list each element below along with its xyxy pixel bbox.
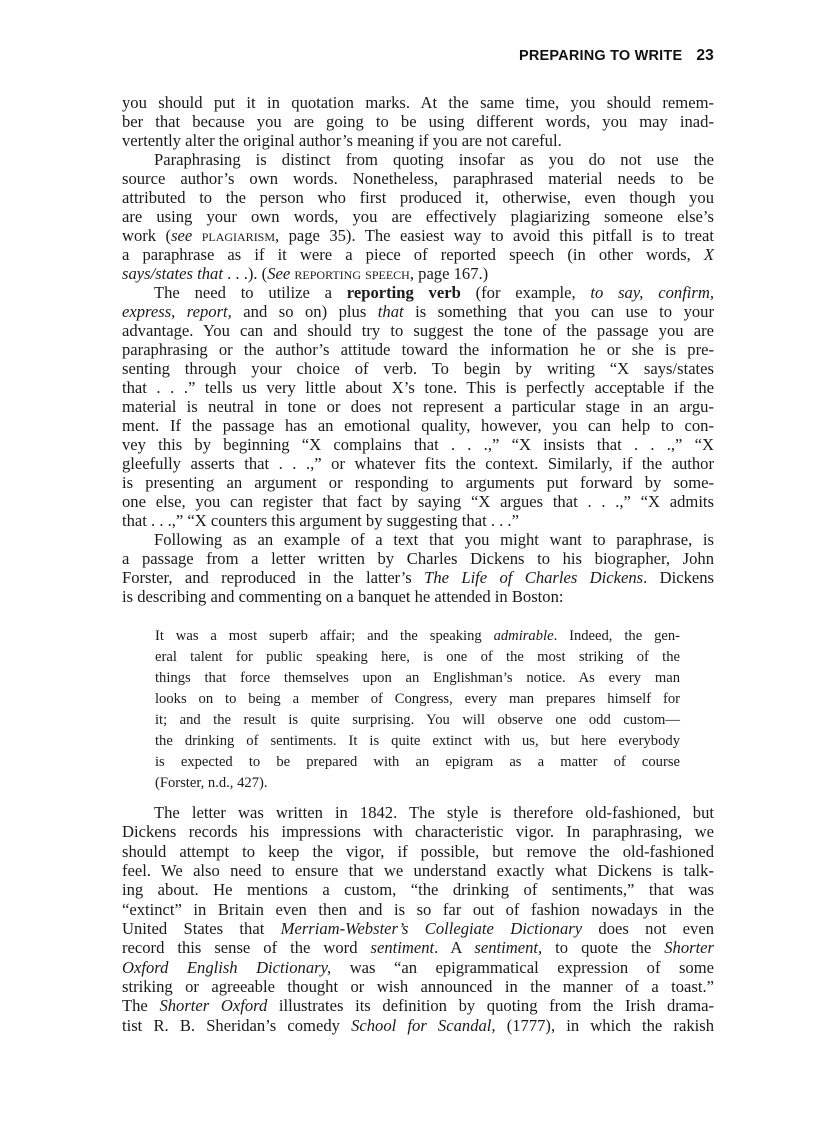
text-line: striking or agreeable thought or wish announced in the manner of a toast.” bbox=[122, 977, 714, 997]
text-line: The Shorter Oxford illustrates its definition by quoting from the Irish drama- bbox=[122, 996, 714, 1016]
text-line: “extinct” in Britain even then and is so far out of fashion nowadays in the bbox=[122, 899, 714, 919]
italic-text: admirable bbox=[493, 628, 554, 644]
text-line: vertently alter the original author’s meaning if you are not careful. bbox=[122, 131, 562, 150]
text-line: The need to utilize a reporting verb (for example, to say, confirm, bbox=[154, 283, 715, 302]
text-line: ing about. He mentions a custom, “the drinking of sentiments,” that was bbox=[122, 880, 714, 900]
text-line: eral talent for public speaking here, is one of the most striking of the bbox=[155, 649, 680, 665]
paragraph bbox=[122, 93, 714, 150]
italic-text: Merriam-Webster’s Collegiate Dictionary bbox=[280, 919, 583, 939]
text-line: feel. We also need to ensure that we understand exactly what Dickens is talk- bbox=[122, 861, 714, 881]
text-line: a paraphrase as if it were a piece of reported speech (in other words, X bbox=[122, 245, 714, 264]
text-line: should attempt to keep the vigor, if possible, but remove the old-fashioned bbox=[122, 841, 714, 861]
text-line: things that force themselves upon an Englishman’s notice. As every man bbox=[155, 670, 680, 686]
italic-text: says/states that bbox=[122, 264, 223, 283]
text-line: vey this by beginning “X complains that . . .,” “X insists that . . .,” “X bbox=[122, 435, 714, 454]
paragraph bbox=[122, 803, 714, 1035]
text-line: (Forster, n.d., 427). bbox=[155, 775, 268, 791]
text-line: work (see plagiarism, page 35). The easiest way to avoid this pitfall is to treat bbox=[122, 226, 714, 245]
running-title: PREPARING TO WRITE bbox=[518, 48, 683, 64]
italic-text: to say, confirm, bbox=[590, 283, 715, 302]
text-line: the drinking of sentiments. It is quite extinct with us, but here everybody bbox=[155, 733, 680, 749]
text-line: you should put it in quotation marks. At the same time, you should remem- bbox=[122, 93, 714, 112]
text-line: Paraphrasing is distinct from quoting insofar as you do not use the bbox=[154, 150, 714, 169]
running-header bbox=[519, 47, 714, 65]
text-line: material is neutral in tone or does not represent a particular stage in an argu- bbox=[122, 397, 714, 416]
italic-text: see bbox=[171, 226, 193, 245]
italic-text: The Life of Charles Dickens bbox=[424, 568, 644, 587]
text-line: it; and the result is quite surprising. You will observe one odd custom— bbox=[155, 712, 680, 728]
text-line: Forster, and reproduced in the latter’s The Life of Charles Dickens. Dickens bbox=[122, 568, 714, 587]
cross-reference: reporting speech bbox=[294, 264, 410, 283]
text-line: record this sense of the word sentiment. A sentiment, to quote the Shorter bbox=[122, 938, 714, 958]
text-line: express, report, and so on) plus that is something that you can use to your bbox=[122, 302, 714, 321]
text-line: says/states that . . .). (See reporting speech, page 167.) bbox=[122, 264, 489, 283]
text-line: It was a most superb affair; and the speaking admirable. Indeed, the gen- bbox=[155, 628, 680, 644]
text-line: paraphrasing or the author’s attitude toward the information he or she is pre- bbox=[122, 340, 714, 359]
text-line: looks on to being a member of Congress, every man prepares himself for bbox=[155, 691, 680, 707]
cross-reference: plagiarism bbox=[201, 226, 276, 245]
italic-text: X bbox=[703, 245, 714, 264]
body-text-top bbox=[122, 93, 714, 606]
text-line: is expected to be prepared with an epigram as a matter of course bbox=[155, 754, 680, 770]
text-line: that . . .,” “X counters this argument by suggesting that . . .” bbox=[122, 511, 519, 530]
text-line: source author’s own words. Nonetheless, paraphrased material needs to be bbox=[122, 169, 714, 188]
text-line: that . . .” tells us very little about X’s tone. This is perfectly acceptable if the bbox=[122, 378, 714, 397]
text-line: senting through your choice of verb. To begin by writing “X says/states bbox=[122, 359, 714, 378]
text-line: ber that because you are going to be using different words, you may inad- bbox=[122, 112, 714, 131]
text-line: ment. If the passage has an emotional quality, however, you can help to con- bbox=[122, 416, 714, 435]
text-line: The letter was written in 1842. The style is therefore old-fashioned, but bbox=[154, 803, 714, 822]
italic-text: Shorter bbox=[664, 938, 714, 958]
text-line: advantage. You can and should try to suggest the tone of the passage you are bbox=[122, 321, 714, 340]
text-line: is describing and commenting on a banquet he attended in Boston: bbox=[122, 587, 564, 606]
paragraph bbox=[122, 150, 714, 283]
italic-text: See bbox=[267, 264, 291, 283]
text-line: gleefully asserts that . . .,” or whatever fits the context. Similarly, if the author bbox=[122, 454, 714, 473]
text-line: one else, you can register that fact by saying “X argues that . . .,” “X admits bbox=[122, 492, 714, 511]
italic-text: Shorter Oxford bbox=[159, 996, 268, 1016]
text-line: is presenting an argument or responding to arguments put forward by some- bbox=[122, 473, 714, 492]
block-quote bbox=[155, 626, 680, 794]
text-line: are using your own words, you are effectively plagiarizing someone else’s bbox=[122, 207, 714, 226]
text-line: a passage from a letter written by Charles Dickens to his biographer, John bbox=[122, 549, 714, 568]
text-line: Following as an example of a text that you might want to paraphrase, is bbox=[154, 530, 714, 549]
text-line: Oxford English Dictionary, was “an epigrammatical expression of some bbox=[122, 957, 714, 977]
italic-text: School for Scandal, bbox=[351, 1015, 496, 1035]
paragraph bbox=[122, 283, 714, 530]
text-line: attributed to the person who first produced it, otherwise, even though you bbox=[122, 188, 714, 207]
text-line: United States that Merriam-Webster’s Collegiate Dictionary does not even bbox=[122, 919, 714, 939]
italic-text: sentiment bbox=[370, 938, 435, 958]
italic-text: Oxford English Dictionary, bbox=[122, 957, 332, 977]
bold-term: reporting verb bbox=[346, 283, 461, 302]
paragraph bbox=[155, 626, 680, 794]
text-line: tist R. B. Sheridan’s comedy School for Scandal, (1777), in which the rakish bbox=[122, 1015, 715, 1035]
italic-text: express, report, bbox=[122, 302, 232, 321]
page-number: 23 bbox=[696, 47, 714, 64]
text-line: Dickens records his impressions with characteristic vigor. In paraphrasing, we bbox=[122, 822, 714, 842]
italic-text: sentiment, bbox=[474, 938, 543, 958]
body-text-bottom bbox=[122, 803, 714, 1035]
paragraph bbox=[122, 530, 714, 606]
italic-text: that bbox=[377, 302, 404, 321]
